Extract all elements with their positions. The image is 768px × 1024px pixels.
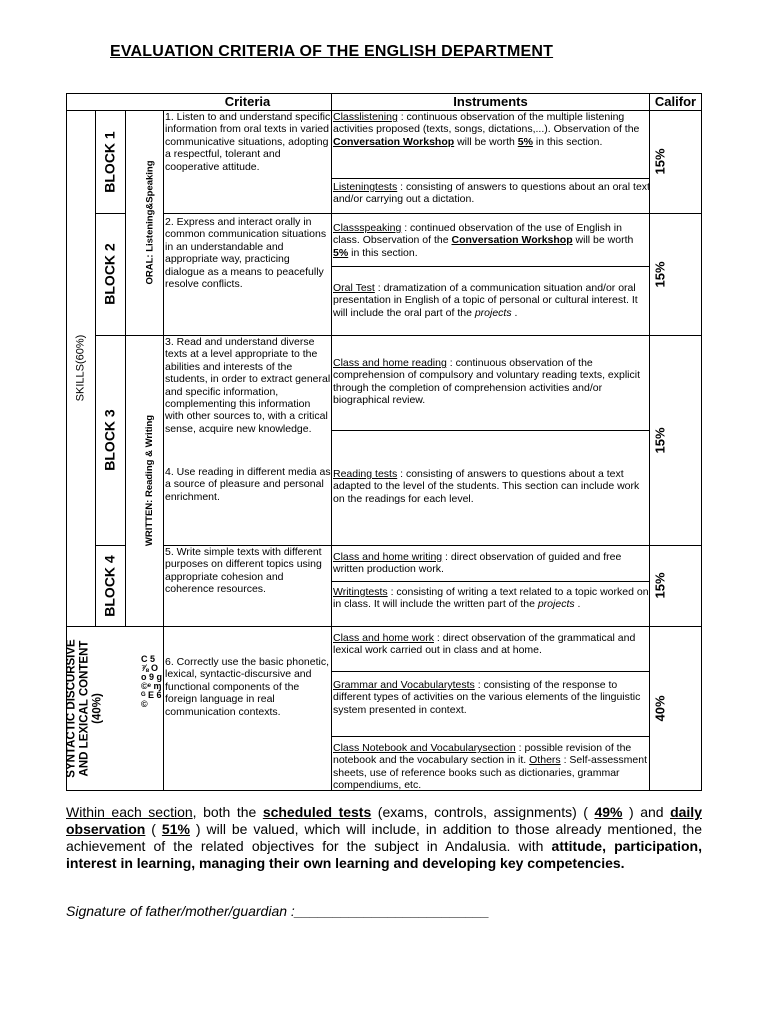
instrument-oraltest: Oral Test : dramatization of a communication situation and/or oral presentation in English of a topic of personal or cultural interest. It will include the oral part of the projects . bbox=[333, 282, 638, 319]
criterion-6: 6. Correctly use the basic phonetic, lexical, syntactic-discursive and functional components of the foreign language in real communication contexts. bbox=[165, 656, 330, 718]
syntactic-label: SYNTACTIC DISCURSIVE AND LEXICAL CONTENT (40%) bbox=[65, 639, 104, 778]
inst-divider-b3 bbox=[331, 430, 649, 431]
rating-block-3: 15% bbox=[652, 426, 668, 454]
instrument-listeningtests: Listeningtests : consisting of answers to questions about an oral text and/or carrying out a dictation. bbox=[333, 181, 650, 206]
footer-paragraph: Within each section, both the scheduled tests (exams, controls, assignments) ( 49% ) and daily observation ( 51% ) will be valued, which will include, in addition to those already mentioned, the achievement of the related objectives for the subject in Andalusia. with attitude, participation, interest in learning, managing their own learning and developing key competencies. bbox=[66, 804, 702, 871]
inst-divider-b5b bbox=[331, 736, 649, 737]
table-border-right bbox=[701, 93, 702, 791]
instrument-class-home-reading: Class and home reading : continuous observation of the comprehension of compulsory and voluntary reading texts, explicit through the completion of comprehension activities and/or biographical review. bbox=[333, 357, 640, 407]
rating-block-1: 15% bbox=[652, 148, 668, 175]
criterion-1: 1. Listen to and understand specific information from oral texts in varied communicative situations, adopting a respectful, tolerant and cooperative attitude. bbox=[165, 111, 331, 173]
criterion-2: 2. Express and interact orally in common communication situations in an understandable and appropriate way, practicing dialogue as a means to peacefully resolve conflicts. bbox=[165, 216, 327, 291]
instrument-class-home-writing: Class and home writing : direct observation of guided and free written production work. bbox=[333, 551, 622, 576]
table-border-bottom bbox=[66, 790, 702, 791]
criterion-5: 5. Write simple texts with different purposes on different topics using appropriate cohesion and coherence resources. bbox=[165, 546, 322, 596]
inst-divider-b2 bbox=[331, 266, 649, 267]
criterion-3: 3. Read and understand diverse texts at a level appropriate to the abilities and interests of the students, in order to extract general and specific information, complementing this information with other sources to, with a critical sense, acquire new knowledge. bbox=[165, 336, 331, 435]
row-divider-1 bbox=[163, 213, 702, 214]
instrument-classlistening: Classlistening : continuous observation of the multiple listening activities proposed (texts, songs, dictations,...). Observation of the Conversation Workshop will be worth 5% in this section. bbox=[333, 111, 640, 148]
instrument-class-notebook: Class Notebook and Vocabularysection : possible revision of the notebook and the vocabulary section in it. Others : Self-assessment sheets, use of reference books such as dictionaries, grammar compendiums, etc. bbox=[333, 742, 648, 790]
inst-divider-b1 bbox=[331, 178, 649, 179]
col-divider-instruments bbox=[331, 93, 332, 791]
inst-divider-b5a bbox=[331, 671, 649, 672]
skills-label: SKILLS(60%) bbox=[74, 334, 87, 402]
inst-divider-b4 bbox=[331, 581, 649, 582]
header-criteria: Criteria bbox=[224, 94, 271, 109]
rating-block-5: 40% bbox=[652, 695, 668, 722]
garbled-sublabel: C 5 ⅞ O o 9 g ©ᵉ ɱ ᴳ E 6 © bbox=[141, 654, 163, 709]
instrument-class-home-work: Class and home work : direct observation of the grammatical and lexical work carried out in class and at home. bbox=[333, 632, 636, 657]
written-label: WRITTEN: Reading & Writing bbox=[144, 414, 156, 547]
block-2-label: BLOCK 2 bbox=[102, 243, 119, 305]
header-rating: Califor bbox=[654, 94, 697, 109]
header-instruments: Instruments bbox=[453, 94, 528, 109]
instrument-classspeaking: Classspeaking : continued observation of the use of English in class. Observation of the Conversation Workshop will be worth 5% in this section. bbox=[333, 222, 634, 259]
row-divider-4 bbox=[66, 626, 702, 627]
rating-block-2: 15% bbox=[652, 260, 668, 288]
block-4-label: BLOCK 4 bbox=[102, 554, 119, 617]
block-1-label: BLOCK 1 bbox=[102, 130, 119, 193]
instrument-writingtests: Writingtests : consisting of writing a text related to a topic worked on in class. It will include the written part of the projects . bbox=[333, 586, 649, 611]
block-3-label: BLOCK 3 bbox=[102, 409, 119, 471]
rating-block-4: 15% bbox=[652, 572, 668, 599]
signature-line: Signature of father/mother/guardian :_________________________ bbox=[66, 903, 490, 919]
col-divider-blocks bbox=[125, 110, 126, 626]
document-title: EVALUATION CRITERIA OF THE ENGLISH DEPARTMENT bbox=[110, 43, 554, 60]
oral-label: ORAL: Listening&Speaking bbox=[144, 160, 156, 285]
criterion-4: 4. Use reading in different media as a source of pleasure and personal enrichment. bbox=[165, 466, 331, 503]
instrument-grammar-vocab-tests: Grammar and Vocabularytests : consisting of the response to different types of activities on the various elements of the linguistic system presented in context. bbox=[333, 679, 641, 716]
instrument-reading-tests: Reading tests : consisting of answers to questions about a text adapted to the level of the students. This section can include work on the readings for each level. bbox=[333, 468, 640, 505]
